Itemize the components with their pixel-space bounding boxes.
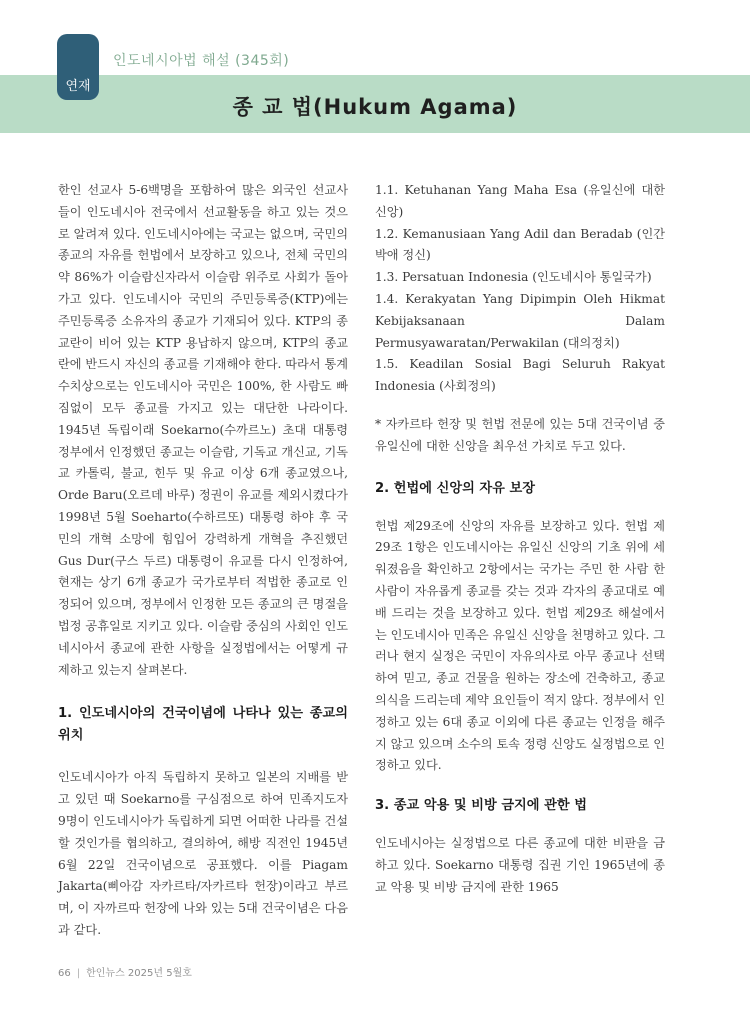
publication-name: 한인뉴스 2025년 5월호 (86, 968, 192, 979)
page-number: 66 (58, 968, 71, 979)
pancasila-item-5: 1.5. Keadilan Sosial Bagi Seluruh Rakyat Indonesia (사회정의) (375, 357, 665, 394)
page-title: 종 교 법(Hukum Agama) (232, 95, 518, 119)
series-title: 인도네시아법 해설 (345회) (113, 53, 290, 69)
pancasila-item-4: 1.4. Kerakyatan Yang Dipimpin Oleh Hikmat Kebijaksanaan Dalam Permusyawaratan/Perwakilan (대의정치) (375, 291, 665, 350)
pancasila-list (375, 180, 665, 398)
series-tab-label: 연재 (65, 79, 91, 94)
note-paragraph: * 자카르타 헌장 및 헌법 전문에 있는 5대 건국이념 중 유일신에 대한 신앙을 최우선 가치로 두고 있다. (375, 416, 665, 453)
left-column (58, 180, 348, 942)
intro-paragraph: 한인 선교사 5-6백명을 포함하여 많은 외국인 선교사들이 인도네시아 전국에서 선교활동을 하고 있는 것으로 알려져 있다. 인도네시아에는 국교는 없으며, 국민의 종교의 자유를 헌법에서 보장하고 있으나, 전체 국민의 약 86%가 이슬람신자라서 이슬람 위주로 사회가 돌아가고 있다. 인도네시아 국민의 주민등록증(KTP)에는 주민등록증 소유자의 종교가 기재되어 있다. KTP의 종교란이 비어 있는 KTP 용납하지 않으며, KTP의 종교란에 반드시 자신의 종교를 기재해야 한다. 따라서 통계수치상으로는 인도네시아 국민은 100%, 한 사람도 빠짐없이 모두 종교를 가지고 있는 대단한 나라이다. 1945년 독립이래 Soekarno(수까르노) 초대 대통령 정부에서 인정했던 종교는 이슬람, 기독교 개신교, 기독교 카톨릭, 불교, 힌두 및 유교 이상 6개 종교였으나, Orde Baru(오르데 바루) 정권이 유교를 제외시켰다가 1998년 5월 Soeharto(수하르또) 대통령 하야 후 국민의 개혁 소망에 힘입어 강력하게 개혁을 추진했던 Gus Dur(구스 두르) 대통령이 유교를 다시 인정하여, 현재는 상기 6개 종교가 국가로부터 적법한 종교로 인정되어 있으며, 정부에서 인정한 모든 종교의 큰 명절을 법정 공휴일로 지키고 있다. 이슬람 중심의 사회인 인도네시아서 종교에 관한 사항을 실정법에서는 어떻게 규제하고 있는지 살펴본다. (58, 183, 349, 677)
footer-divider: | (76, 968, 81, 979)
section1-paragraph: 인도네시아가 아직 독립하지 못하고 일본의 지배를 받고 있던 때 Soekarno를 구심점으로 하여 민족지도자 9명이 인도네시아가 독립하게 되면 어떠한 나라를 건설할 것인가를 협의하고, 결의하여, 해방 직전인 1945년 6월 22일 건국이념으로 공표했다. 이를 Piagam Jakarta(삐아감 자카르타/자카르타 헌장)이라고 부르며, 이 자까르따 헌장에 나와 있는 5대 건국이념은 다음과 같다. (58, 770, 349, 937)
pancasila-item-2: 1.2. Kemanusiaan Yang Adil dan Beradab (인간박애 정신) (375, 226, 665, 263)
pancasila-item-3: 1.3. Persatuan Indonesia (인도네시아 통일국가) (375, 270, 652, 285)
page-footer (58, 964, 192, 979)
section3-heading: 3. 종교 악용 및 비방 금지에 관한 법 (375, 798, 587, 814)
section2-paragraph: 헌법 제29조에 신앙의 자유를 보장하고 있다. 헌법 제29조 1항은 인도네시아는 유일신 신앙의 기초 위에 세워졌음을 확인하고 2항에서는 국가는 주민 한 사람 한 사람이 자유롭게 종교를 갖는 것과 각자의 종교대로 예배 드리는 것을 보장하고 있다. 헌법 제29조 해설에서는 인도네시아 민족은 유일신 신앙을 천명하고 있다. 그러나 현지 실정은 국민이 자유의사로 아무 종교나 선택하여 믿고, 종교 건물을 원하는 장소에 건축하고, 종교 의식을 드리는데 제약 요인들이 적지 않다. 정부에서 인정하고 있는 6대 종교 이외에 다른 종교는 인정을 해주지 않고 있으며 소수의 토속 정령 신앙도 실정법으로 인정하고 있다. (375, 518, 666, 773)
pancasila-item-1: 1.1. Ketuhanan Yang Maha Esa (유일신에 대한 신앙) (375, 183, 665, 219)
right-column (375, 180, 665, 899)
section2-heading: 2. 헌법에 신앙의 자유 보장 (375, 480, 535, 496)
section1-heading: 1. 인도네시아의 건국이념에 나타나 있는 종교의 위치 (58, 706, 348, 744)
section3-paragraph: 인도네시아는 실정법으로 다른 종교에 대한 비판을 금하고 있다. Soekarno 대통령 집권 기인 1965년에 종교 악용 및 비방 금지에 관한 1965 (375, 836, 665, 894)
